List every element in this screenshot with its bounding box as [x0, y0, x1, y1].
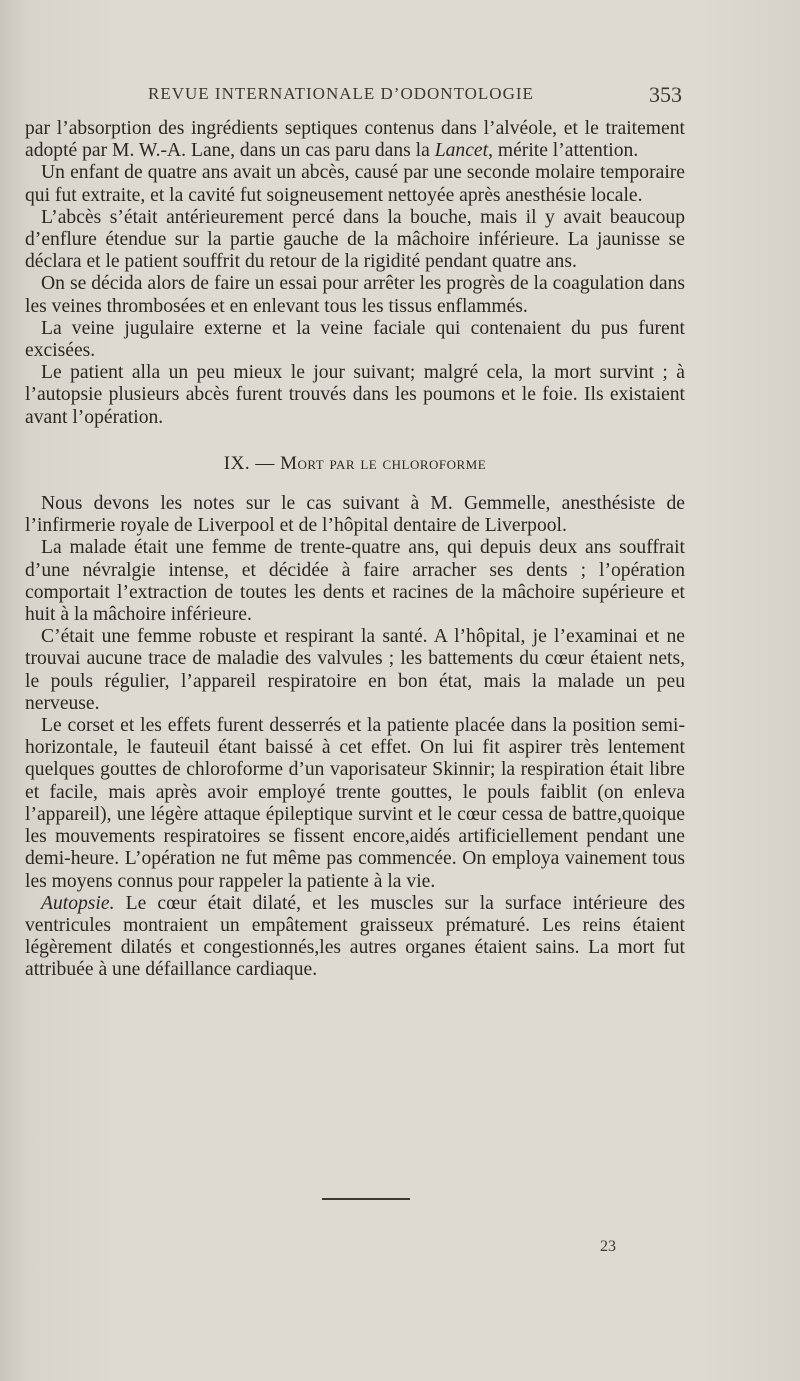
paragraph: C’était une femme robuste et respirant la santé. A l’hôpital, je l’examinai et ne trouvai aucune trace de maladie des valvules ; les battements du cœur étaient nets, le pouls régulier, l’appareil respiratoire en bon état, mais la malade un peu nerveuse. [25, 626, 685, 714]
paragraph: Le corset et les effets furent desserrés et la patiente placée dans la position semi-horizontale, le fauteuil étant baissé à cet effet. On lui fit aspirer très lentement quelques gouttes de chloroforme d’un vaporisateur Skinnir; la respiration était libre et facile, mais après avoir employé trente gouttes, le pouls faiblit (on enleva l’appareil), une légère attaque épileptique survint et le cœur cessa de battre,quoique les mouvements respiratoires se fissent encore,aidés artificiellement pendant une demi-heure. L’opération ne fut même pas commencée. On employa vainement tous les moyens connus pour rappeler la patiente à la vie. [25, 715, 685, 892]
section-heading [25, 453, 685, 475]
section-number: IX. — [223, 452, 275, 474]
paragraph: L’abcès s’était antérieurement percé dans la bouche, mais il y avait beaucoup d’enflure étendue sur la partie gauche de la mâchoire inférieure. La jaunisse se déclara et le patient souffrit du retour de la rigidité pendant quatre ans. [25, 206, 685, 273]
end-rule [322, 1198, 410, 1200]
autopsy-label: Autopsie. [41, 892, 115, 914]
page-number: 353 [649, 82, 682, 107]
running-title: REVUE INTERNATIONALE D’ODONTOLOGIE [148, 84, 534, 103]
paragraph: Nous devons les notes sur le cas suivant à M. Gemmelle, anesthésiste de l’infirmerie royale de Liverpool et de l’hôpital dentaire de Liverpool. [25, 493, 685, 537]
paragraph: Le patient alla un peu mieux le jour suivant; malgré cela, la mort survint ; à l’autopsie plusieurs abcès furent trouvés dans les poumons et le foie. Ils existaient avant l’opération. [25, 362, 685, 428]
journal-name: Lancet [434, 140, 489, 162]
paragraph: La veine jugulaire externe et la veine faciale qui contenaient du pus furent excisées. [25, 317, 685, 362]
paragraph-text: par l’absorption des ingrédients septiques contenus dans l’alvéole, et le traitement adopté par M. W.-A. Lane, dans un cas paru dans la [25, 118, 685, 162]
paragraph-text: Le cœur était dilaté, et les muscles sur la surface intérieure des ventricules montraient un empâtement graisseux prématuré. Les reins étaient légèrement dilatés et congestionnés,les autres organes étaient sains. La mort fut attribuée à une défaillance cardiaque. [25, 892, 685, 981]
section-title: Mort par le chloroforme [280, 452, 487, 474]
paragraph-text: , mérite l’attention. [488, 140, 639, 162]
paragraph [25, 118, 685, 162]
paragraph: On se décida alors de faire un essai pour arrêter les progrès de la coagulation dans les veines thrombosées et en enlevant tous les tissus enflammés. [25, 273, 685, 317]
paragraph [25, 893, 685, 982]
paragraph: Un enfant de quatre ans avait un abcès, causé par une seconde molaire temporaire qui fut extraite, et la cavité fut soigneusement nettoyée après anesthésie locale. [25, 162, 685, 206]
paragraph: La malade était une femme de trente-quatre ans, qui depuis deux ans souffrait d’une névralgie intense, et décidée à faire arracher ses dents ; l’opération comportait l’extraction de toutes les dents et racines de la mâchoire supérieure et huit à la mâchoire inférieure. [25, 537, 685, 626]
signature-mark: 23 [600, 1238, 616, 1255]
article-body [25, 118, 685, 982]
